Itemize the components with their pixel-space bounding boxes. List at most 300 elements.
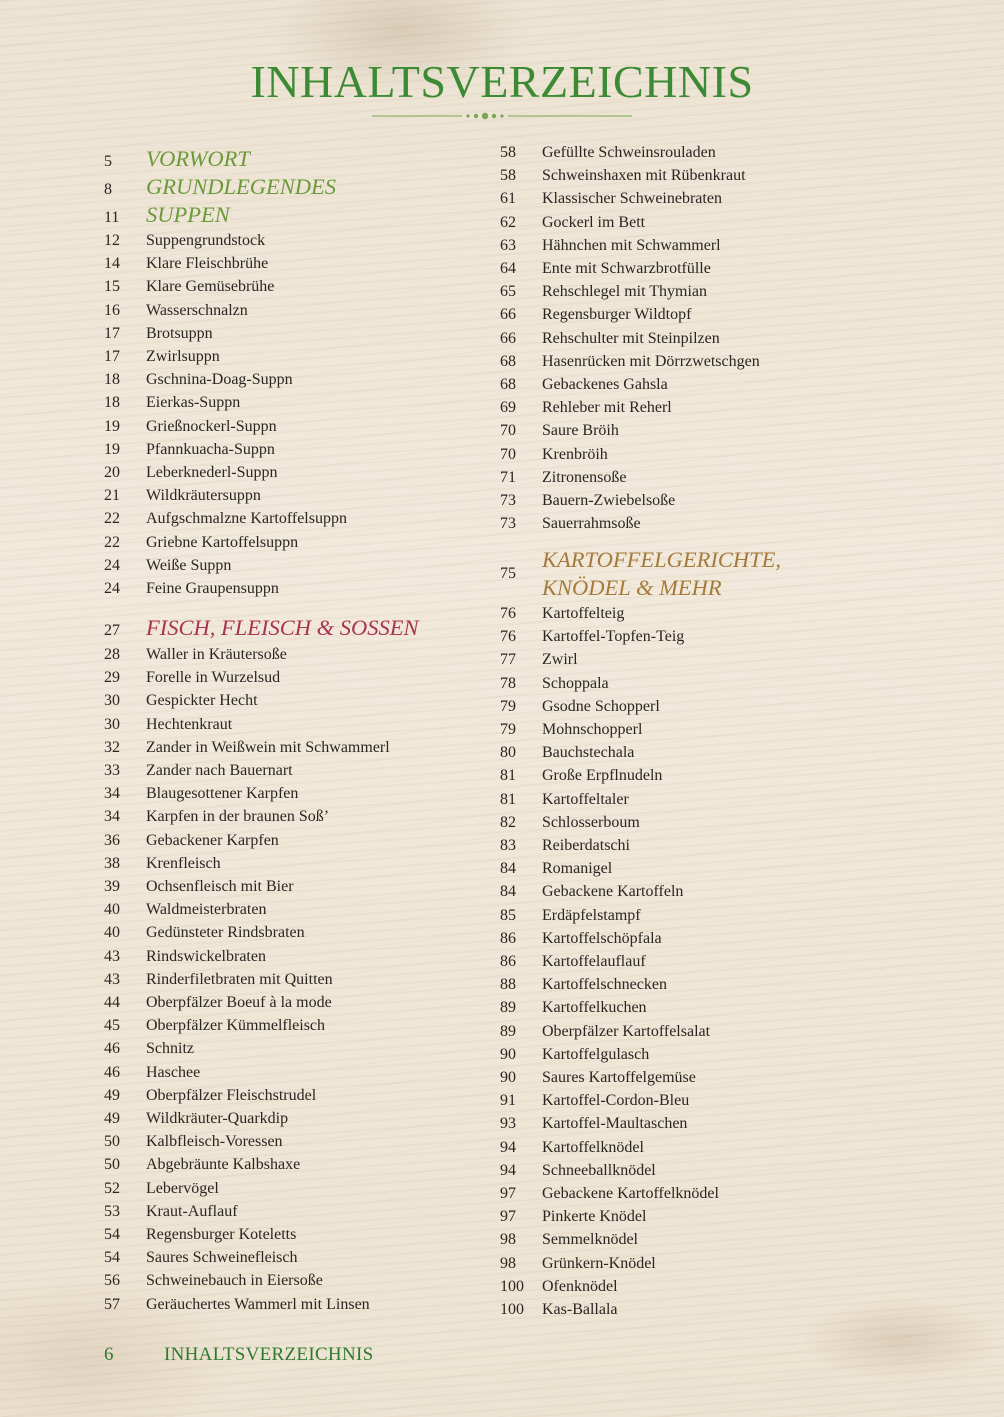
toc-entry[interactable] (104, 252, 268, 275)
toc-section-vorwort[interactable] (104, 145, 250, 173)
toc-entry[interactable] (104, 689, 258, 712)
entry-title: Abgebräunte Kalbshaxe (146, 1156, 301, 1174)
toc-entry[interactable] (500, 996, 647, 1019)
toc-entry[interactable] (500, 1066, 696, 1089)
page-number: 28 (104, 646, 120, 663)
entry-title: Rehschulter mit Steinpilzen (542, 329, 720, 347)
toc-entry[interactable] (104, 554, 231, 577)
page-number: 17 (104, 324, 120, 342)
entry-title: Wasserschnalzn (146, 301, 248, 319)
footer-page-number: 6 (104, 1344, 114, 1365)
entry-title: Gebackener Karpfen (146, 831, 279, 849)
page-number: 46 (104, 1040, 120, 1058)
page-number: 22 (104, 533, 120, 551)
entry-title: Saures Schweinefleisch (146, 1249, 298, 1267)
toc-entry[interactable] (104, 829, 279, 852)
entry-title: Klassischer Schweinebraten (542, 190, 722, 208)
entry-title: Gespickter Hecht (146, 692, 258, 710)
page-number: 24 (104, 580, 120, 597)
entry-title: Rindswickelbraten (146, 947, 266, 965)
entry-title: Ochsenfleisch mit Bier (146, 878, 294, 895)
toc-entry[interactable] (500, 211, 645, 234)
entry-title: Kartoffeltaler (542, 790, 629, 808)
section-title: VORWORT (146, 146, 250, 171)
entry-title: Rehleber mit Reherl (542, 399, 672, 417)
page-number: 5 (104, 153, 112, 170)
entry-title: Klare Fleischbrühe (146, 255, 269, 273)
entry-title: Griebne Kartoffelsuppn (146, 533, 299, 551)
page-number: 63 (500, 236, 516, 254)
entry-title: Leberknederl-Suppn (146, 464, 278, 481)
entry-title: Krenbröih (542, 445, 608, 463)
toc-entry[interactable] (500, 489, 675, 512)
toc-entry[interactable] (104, 461, 278, 484)
entry-title: Kraut-Auflauf (146, 1202, 238, 1220)
entry-title: Grießnockerl-Suppn (146, 417, 277, 435)
toc-entry[interactable] (104, 968, 333, 991)
toc-entry[interactable] (500, 1159, 656, 1182)
page-number: 54 (104, 1249, 120, 1267)
entry-title: Waller in Kräutersoße (146, 646, 287, 663)
toc-entry[interactable] (104, 782, 298, 805)
page-number: 16 (104, 301, 120, 319)
entry-title: Gefüllte Schweinsrouladen (542, 144, 716, 161)
entry-title: Lebervögel (146, 1179, 219, 1197)
entry-title: Zitronensoße (542, 468, 627, 486)
page-number: 98 (500, 1254, 516, 1272)
section-title-line1: KARTOFFELGERICHTE, (542, 547, 781, 572)
page-number: 90 (500, 1069, 516, 1086)
entry-title: Gschnina-Doag-Suppn (146, 371, 293, 389)
toc-entry[interactable] (500, 834, 630, 857)
page-number: 40 (104, 901, 120, 919)
page-number: 85 (500, 906, 516, 924)
entry-title: Bauern-Zwiebelsoße (542, 492, 676, 509)
toc-entry[interactable] (104, 666, 280, 689)
page-number: 86 (500, 953, 516, 970)
toc-section-kartoffelgerichte[interactable] (500, 546, 820, 602)
toc-entry[interactable] (500, 443, 608, 466)
page-number: 8 (104, 181, 112, 198)
entry-title: Oberpfälzer Kümmelfleisch (146, 1017, 326, 1035)
page-number: 77 (500, 651, 516, 669)
entry-title: Kartoffel-Topfen-Teig (542, 628, 685, 646)
page-number: 54 (104, 1226, 120, 1243)
page-number: 43 (104, 947, 120, 965)
toc-entry[interactable] (500, 927, 662, 950)
entry-title: Eierkas-Suppn (146, 394, 241, 412)
toc-entry[interactable] (500, 280, 707, 303)
page-number: 78 (500, 674, 516, 692)
toc-entry[interactable] (104, 805, 329, 828)
entry-title: Saures Kartoffelgemüse (542, 1069, 696, 1086)
toc-entry[interactable] (500, 672, 609, 695)
page-number: 69 (500, 399, 516, 417)
toc-entry[interactable] (104, 322, 213, 345)
entry-title: Krenfleisch (146, 854, 221, 872)
toc-entry[interactable] (104, 713, 232, 736)
entry-title: Gockerl im Bett (542, 213, 646, 231)
toc-entry[interactable] (104, 391, 240, 414)
toc-entry[interactable] (500, 350, 760, 373)
page-number: 21 (104, 487, 120, 505)
page-number: 66 (500, 329, 516, 347)
entry-title: Suppengrundstock (146, 232, 266, 249)
toc-entry[interactable] (500, 602, 624, 625)
toc-entry[interactable] (104, 531, 298, 554)
toc-entry[interactable] (104, 852, 221, 875)
page-number: 84 (500, 860, 516, 878)
entry-title: Feine Graupensuppn (146, 580, 279, 597)
entry-title: Oberpfälzer Boeuf à la mode (146, 994, 332, 1011)
page-number: 29 (104, 669, 120, 687)
entry-title: Regensburger Koteletts (146, 1226, 297, 1243)
entry-title: Weiße Suppn (146, 556, 232, 574)
entry-title: Schweinebauch in Eiersoße (146, 1272, 323, 1290)
page-number: 27 (104, 622, 120, 639)
toc-entry[interactable] (104, 875, 294, 898)
footer-running-title: INHALTSVERZEICHNIS (164, 1344, 374, 1365)
page-number: 75 (500, 565, 516, 582)
toc-entry[interactable] (500, 141, 716, 164)
section-title: GRUNDLEGENDES (146, 174, 336, 199)
entry-title: Schlosserboum (542, 813, 640, 831)
page-number: 34 (104, 785, 120, 803)
page-title: INHALTSVERZEICHNIS (250, 56, 754, 107)
page-number: 58 (500, 144, 516, 161)
toc-entry[interactable] (104, 368, 293, 391)
toc-entry[interactable] (500, 303, 691, 326)
entry-title: Brotsuppn (146, 324, 213, 342)
page-number: 39 (104, 878, 120, 895)
toc-entry[interactable] (104, 1014, 325, 1037)
page-number: 12 (104, 232, 120, 249)
entry-title: Kartoffel-Maultaschen (542, 1115, 688, 1133)
toc-entry[interactable] (104, 577, 279, 600)
entry-title: Zwirlsuppn (146, 348, 220, 365)
entry-title: Kartoffelauflauf (542, 953, 646, 970)
page-number: 94 (500, 1161, 516, 1179)
page-number: 49 (104, 1086, 120, 1104)
entry-title: Ofenknödel (542, 1277, 618, 1295)
toc-entry[interactable] (104, 299, 248, 322)
entry-title: Bauchstechala (542, 744, 635, 762)
toc-entry[interactable] (500, 857, 612, 880)
page-number: 18 (104, 394, 120, 412)
toc-entry[interactable] (500, 234, 721, 257)
page-number: 84 (500, 883, 516, 901)
page-number: 97 (500, 1185, 516, 1202)
page-number: 40 (104, 924, 120, 942)
page-number: 58 (500, 167, 516, 185)
title-ornament (372, 108, 632, 124)
page-number: 19 (104, 417, 120, 435)
entry-title: Zander nach Bauernart (146, 762, 293, 779)
entry-title: Semmelknödel (542, 1231, 638, 1249)
toc-entry[interactable] (500, 973, 667, 996)
toc-entry[interactable] (104, 1293, 370, 1316)
page-number: 94 (500, 1138, 516, 1156)
toc-entry[interactable] (500, 512, 641, 535)
entry-title: Regensburger Wildtopf (542, 306, 692, 324)
toc-entry[interactable] (500, 1275, 618, 1298)
toc-entry[interactable] (104, 1153, 300, 1176)
entry-title: Schoppala (542, 674, 609, 692)
page-number: 76 (500, 605, 516, 622)
entry-title: Schweinshaxen mit Rübenkraut (542, 167, 746, 185)
toc-entry[interactable] (500, 327, 720, 350)
toc-entry[interactable] (500, 1298, 618, 1321)
toc-entry[interactable] (104, 921, 305, 944)
toc-entry[interactable] (104, 1107, 288, 1130)
page-number: 30 (104, 715, 120, 733)
entry-title: Gebackene Kartoffeln (542, 883, 684, 901)
page-number: 36 (104, 831, 120, 849)
toc-entry[interactable] (500, 1136, 644, 1159)
page-number: 93 (500, 1115, 516, 1133)
toc-entry[interactable] (500, 764, 662, 787)
entry-title: Schneeballknödel (542, 1161, 656, 1179)
entry-title: Rinderfiletbraten mit Quitten (146, 970, 333, 988)
page-number: 90 (500, 1045, 516, 1063)
page-number: 65 (500, 283, 516, 301)
entry-title: Gsodne Schopperl (542, 697, 660, 715)
page-number: 73 (500, 515, 516, 533)
entry-title: Kartoffelteig (542, 605, 625, 622)
page-number: 33 (104, 762, 120, 779)
page-number: 19 (104, 440, 120, 458)
toc-entry[interactable] (500, 1089, 689, 1112)
toc-entry[interactable] (104, 1269, 323, 1292)
toc-entry[interactable] (104, 275, 274, 298)
page-number: 98 (500, 1231, 516, 1249)
entry-title: Kas-Ballala (542, 1301, 618, 1318)
toc-entry[interactable] (500, 950, 646, 973)
page-number: 91 (500, 1092, 516, 1110)
entry-title: Erdäpfelstampf (542, 906, 641, 924)
entry-title: Grünkern-Knödel (542, 1254, 656, 1272)
page-number: 50 (104, 1156, 120, 1174)
page-number: 89 (500, 1022, 516, 1040)
toc-entry[interactable] (500, 1252, 656, 1275)
page-number: 76 (500, 628, 516, 646)
toc-entry[interactable] (104, 991, 332, 1014)
entry-title: Kalbfleisch-Voressen (146, 1133, 283, 1151)
entry-title: Große Erpflnudeln (542, 767, 663, 785)
entry-title: Hähnchen mit Schwammerl (542, 236, 721, 254)
toc-entry[interactable] (104, 759, 293, 782)
page-number: 79 (500, 721, 516, 738)
toc-entry[interactable] (104, 1223, 296, 1246)
toc-section-fisch-fleisch-sossen[interactable] (104, 614, 419, 642)
entry-title: Oberpfälzer Kartoffelsalat (542, 1022, 711, 1040)
page-number: 62 (500, 213, 516, 231)
page-number: 73 (500, 492, 516, 509)
page-number: 53 (104, 1202, 120, 1220)
page-number: 43 (104, 970, 120, 988)
entry-title: Rehschlegel mit Thymian (542, 283, 708, 301)
toc-entry[interactable] (104, 1061, 200, 1084)
toc-entry[interactable] (104, 1177, 219, 1200)
page-number: 86 (500, 929, 516, 947)
page-number: 49 (104, 1110, 120, 1127)
toc-entry[interactable] (500, 695, 660, 718)
toc-entry[interactable] (500, 788, 629, 811)
toc-entry[interactable] (500, 811, 640, 834)
toc-entry[interactable] (500, 625, 684, 648)
entry-title: Mohnschopperl (542, 721, 643, 738)
entry-title: Pinkerte Knödel (542, 1208, 647, 1226)
entry-title: Sauerrahmsoße (542, 515, 641, 533)
entry-title: Hasenrücken mit Dörrzwetschgen (542, 352, 760, 370)
toc-section-suppen[interactable] (104, 201, 230, 229)
entry-title: Kartoffelgulasch (542, 1045, 650, 1063)
page-number: 57 (104, 1295, 120, 1313)
page-number: 38 (104, 854, 120, 872)
page-number: 71 (500, 468, 516, 486)
page-number: 56 (104, 1272, 120, 1290)
entry-title: Pfannkuacha-Suppn (146, 440, 275, 458)
page-number: 97 (500, 1208, 516, 1226)
entry-title: Kartoffelschnecken (542, 976, 667, 994)
toc-entry[interactable] (104, 898, 266, 921)
page-number: 70 (500, 445, 516, 463)
entry-title: Wildkräutersuppn (146, 487, 261, 505)
page-number: 46 (104, 1063, 120, 1081)
entry-title: Kartoffelkuchen (542, 999, 647, 1017)
entry-title: Saure Bröih (542, 422, 619, 440)
page-number: 17 (104, 348, 120, 365)
page-number: 52 (104, 1179, 120, 1197)
page-number: 81 (500, 790, 516, 808)
section-title: FISCH, FLEISCH & SOSSEN (146, 615, 419, 640)
toc-entry[interactable] (104, 484, 261, 507)
page-number: 14 (104, 255, 120, 273)
toc-entry[interactable] (104, 229, 265, 252)
entry-title: Geräuchertes Wammerl mit Linsen (146, 1295, 370, 1313)
toc-entry[interactable] (500, 880, 683, 903)
page-number: 32 (104, 738, 120, 756)
toc-entry[interactable] (500, 419, 619, 442)
entry-title: Gebackene Kartoffelknödel (542, 1185, 719, 1202)
toc-entry[interactable] (104, 945, 266, 968)
page-footer (104, 1343, 373, 1367)
page-number: 70 (500, 422, 516, 440)
toc-entry[interactable] (104, 507, 347, 530)
toc-entry[interactable] (500, 1112, 687, 1135)
toc-entry[interactable] (500, 904, 641, 927)
entry-title: Hechtenkraut (146, 715, 233, 733)
toc-entry[interactable] (104, 1200, 238, 1223)
toc-entry[interactable] (104, 415, 277, 438)
toc-entry[interactable] (104, 438, 275, 461)
entry-title: Kartoffelknödel (542, 1138, 644, 1156)
page-number: 20 (104, 464, 120, 481)
page-number: 34 (104, 808, 120, 826)
toc-entry[interactable] (104, 736, 390, 759)
toc-entry[interactable] (500, 648, 578, 671)
toc-entry[interactable] (104, 1084, 316, 1107)
page-number: 89 (500, 999, 516, 1017)
page-number: 22 (104, 510, 120, 528)
entry-title: Forelle in Wurzelsud (146, 669, 281, 687)
toc-section-grundlegendes[interactable] (104, 173, 336, 201)
toc-entry[interactable] (500, 466, 626, 489)
toc-entry[interactable] (500, 1020, 710, 1043)
toc-entry[interactable] (104, 1037, 194, 1060)
entry-title: Aufgschmalzne Kartoffelsuppn (146, 510, 347, 528)
entry-title: Gebackenes Gahsla (542, 376, 668, 393)
toc-entry[interactable] (500, 718, 642, 741)
entry-title: Romanigel (542, 860, 613, 878)
toc-entry[interactable] (500, 373, 668, 396)
page-number: 24 (104, 556, 120, 574)
page-number: 44 (104, 994, 120, 1011)
toc-entry[interactable] (500, 741, 634, 764)
entry-title: Ente mit Schwarzbrotfülle (542, 260, 711, 277)
page-number: 81 (500, 767, 516, 785)
toc-entry[interactable] (500, 257, 711, 280)
toc-entry[interactable] (500, 1205, 646, 1228)
page-number: 45 (104, 1017, 120, 1035)
entry-title: Zwirl (542, 651, 578, 669)
section-title-line2: KNÖDEL & MEHR (542, 575, 722, 600)
entry-title: Karpfen in der braunen Soß’ (146, 808, 330, 826)
toc-entry[interactable] (500, 1228, 638, 1251)
page-number: 50 (104, 1133, 120, 1151)
page-number: 100 (500, 1277, 524, 1295)
page-number: 82 (500, 813, 516, 831)
entry-title: Haschee (146, 1063, 201, 1081)
entry-title: Schnitz (146, 1040, 194, 1058)
page-number: 66 (500, 306, 516, 324)
page-number: 30 (104, 692, 120, 710)
page-number: 88 (500, 976, 516, 994)
toc-entry[interactable] (500, 187, 722, 210)
entry-title: Waldmeisterbraten (146, 901, 267, 919)
entry-title: Blaugesottener Karpfen (146, 785, 299, 803)
toc-entry[interactable] (500, 396, 672, 419)
section-title: SUPPEN (146, 202, 230, 227)
entry-title: Oberpfälzer Fleischstrudel (146, 1086, 317, 1104)
page-number: 100 (500, 1301, 524, 1318)
toc-entry[interactable] (104, 1246, 298, 1269)
entry-title: Klare Gemüsebrühe (146, 278, 275, 296)
page-number: 11 (104, 209, 120, 226)
entry-title: Reiberdatschi (542, 837, 630, 854)
toc-entry[interactable] (500, 1182, 719, 1205)
page-number: 18 (104, 371, 120, 389)
entry-title: Gedünsteter Rindsbraten (146, 924, 305, 942)
entry-title: Zander in Weißwein mit Schwammerl (146, 738, 390, 756)
page-number: 68 (500, 376, 516, 393)
entry-title: Kartoffel-Cordon-Bleu (542, 1092, 690, 1110)
page-number: 64 (500, 260, 516, 277)
page-number: 80 (500, 744, 516, 762)
page-number: 15 (104, 278, 120, 296)
toc-entry[interactable] (500, 1043, 649, 1066)
page-number: 61 (500, 190, 516, 208)
page-number: 79 (500, 697, 516, 715)
toc-entry[interactable] (104, 643, 287, 666)
toc-entry[interactable] (500, 164, 746, 187)
toc-entry[interactable] (104, 345, 220, 368)
entry-title: Wildkräuter-Quarkdip (146, 1110, 289, 1127)
page-number: 83 (500, 837, 516, 854)
toc-entry[interactable] (104, 1130, 283, 1153)
page-number: 68 (500, 352, 516, 370)
entry-title: Kartoffelschöpfala (542, 929, 662, 947)
